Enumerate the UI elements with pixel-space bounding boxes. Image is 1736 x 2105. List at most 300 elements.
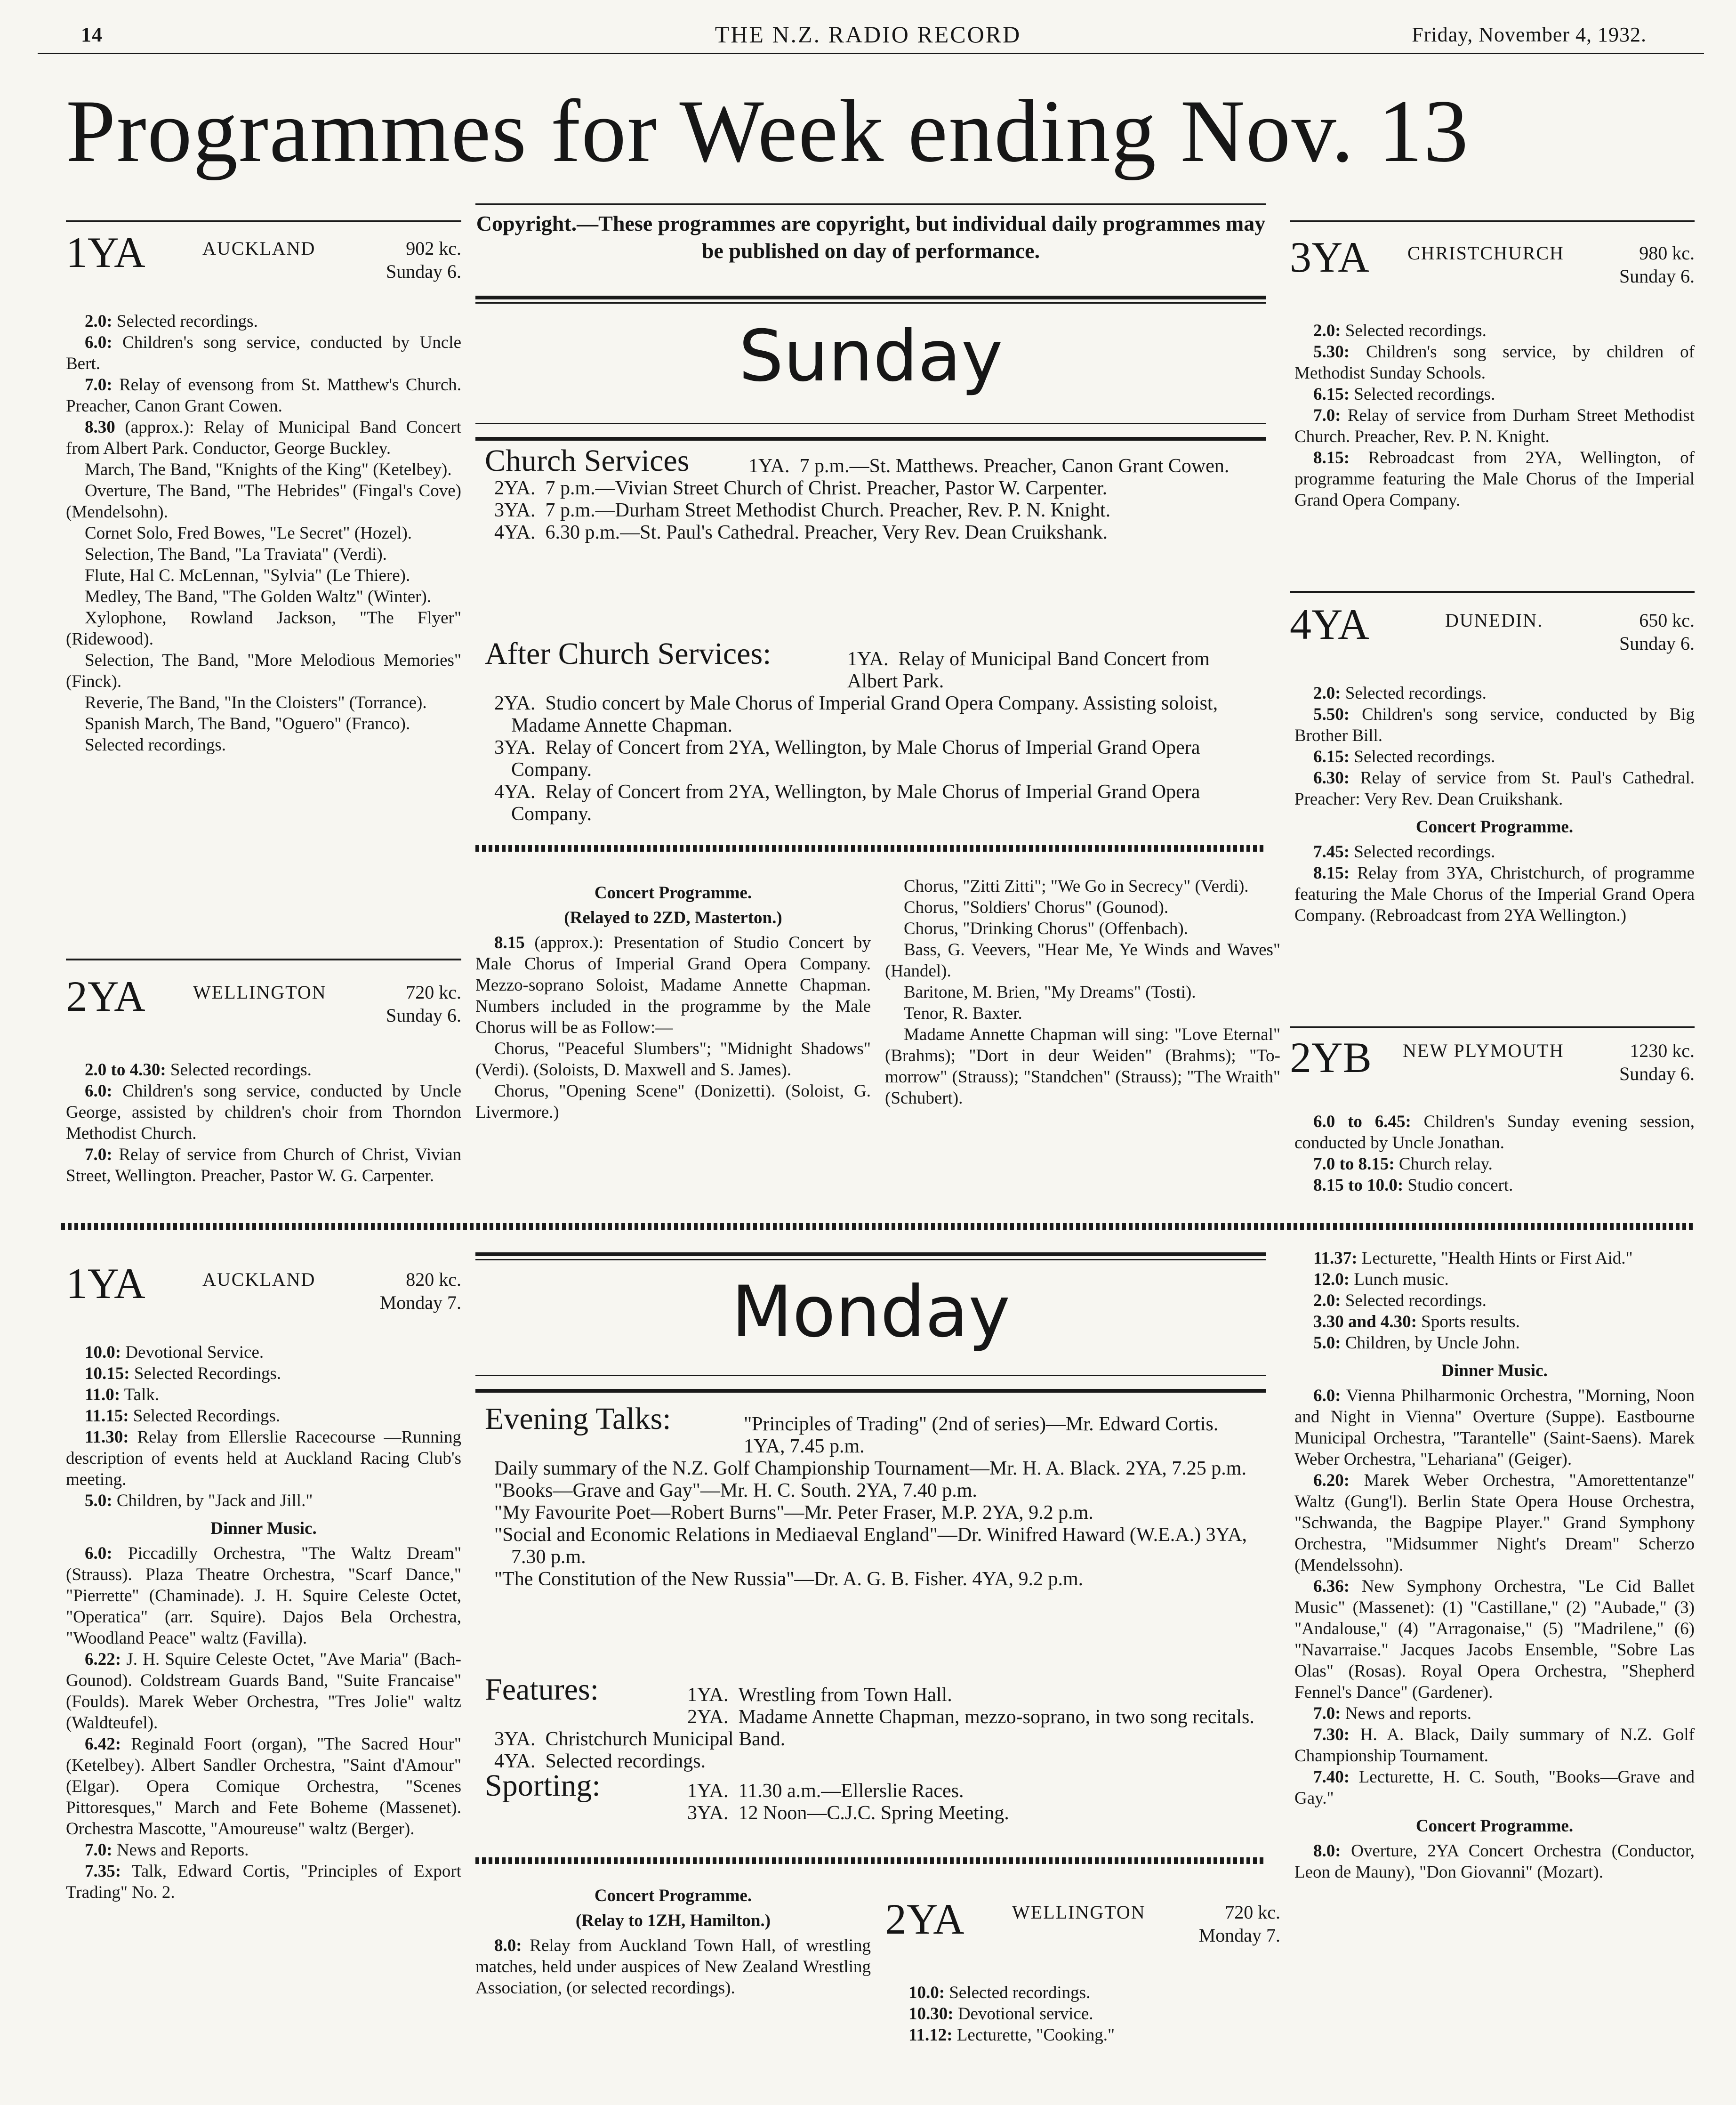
station-call: 1YA (66, 1259, 145, 1307)
service-detail: 7 p.m.—Durham Street Methodist Church. Preacher, Rev. P. N. Knight. (545, 500, 1111, 521)
entry-text: Children's Sunday evening session, conducted by Uncle Jonathan. (1294, 1112, 1695, 1153)
entry-text: (approx.): Presentation of Studio Concert by Male Chorus of Imperial Grand Opera Company. Mezzo-soprano Soloist, Madame Annette Chapman. Numbers included in the programme by the Male Chorus will be as Follow:— (475, 933, 871, 1037)
station-city: WELLINGTON (1012, 1902, 1146, 1923)
concert-items (1294, 1840, 1695, 1883)
divider (66, 220, 461, 222)
schedule-2ya-monday (890, 1982, 1280, 2046)
programme-entry (66, 1649, 461, 1734)
after-line (847, 643, 1257, 693)
entry-text: Studio concert. (1407, 1176, 1513, 1195)
schedule-3ya-sunday (1294, 320, 1695, 511)
station-call: 3YA (1290, 233, 1369, 281)
entry-time: 7.40: (1313, 1767, 1350, 1787)
entry-text: Bass, G. Veevers, "Hear Me, Ye Winds and Waves" (Handel). (885, 940, 1280, 981)
church-services-first (485, 444, 1257, 478)
sporting-lines (687, 1774, 1257, 1824)
programme-entry (66, 586, 461, 607)
entry-time: 6.0: (1313, 1386, 1341, 1405)
entry-text: Lecturette, "Health Hints or First Aid." (1361, 1249, 1633, 1268)
programme-entry (1294, 1175, 1695, 1196)
broadcast-day: Sunday 6. (386, 260, 461, 282)
evening-talks-label: Evening Talks: (485, 1402, 671, 1436)
programme-entry (890, 2024, 1280, 2046)
station-header-4ya-sunday (1290, 600, 1695, 673)
feature-line (485, 1728, 1257, 1750)
programme-entry (66, 1342, 461, 1363)
entry-time: 7.0: (85, 1145, 113, 1164)
programme-entry (66, 1405, 461, 1427)
broadcast-day: Sunday 6. (1619, 632, 1695, 654)
entry-text: Children's song service, conducted by Uncle George, assisted by children's choir from Thorndon Methodist Church. (66, 1081, 461, 1143)
station-header-2ya-monday (885, 1897, 1280, 1963)
church-services (485, 444, 1257, 544)
divider (475, 203, 1266, 205)
feature-detail: Wrestling from Town Hall. (738, 1684, 952, 1706)
entry-time: 7.0: (85, 375, 113, 395)
entry-text: Chorus, "Zitti Zitti"; "We Go in Secrecy" (Verdi). (904, 877, 1249, 896)
programme-entry (66, 544, 461, 565)
divider (475, 302, 1266, 304)
entry-text: Relay from Ellerslie Racecourse —Running description of events held at Auckland Racing Club's meeting. (66, 1428, 461, 1489)
entry-time: 5.0: (85, 1491, 113, 1510)
service-detail: 6.30 p.m.—St. Paul's Cathedral. Preacher, Very Rev. Dean Cruikshank. (545, 522, 1108, 543)
programme-entry (66, 1543, 461, 1649)
entry-text: Reverie, The Band, "In the Cloisters" (Torrance). (85, 693, 427, 712)
station-city: AUCKLAND (202, 238, 316, 259)
talk-line: "The Constitution of the New Russia"—Dr. A. G. B. Fisher. 4YA, 9.2 p.m. (494, 1568, 1084, 1590)
concert-subtitle: (Relayed to 2ZD, Masterton.) (564, 908, 782, 927)
programme-entry (1294, 405, 1695, 447)
section-divider (61, 1223, 1695, 1230)
entry-time: 6.30: (1313, 768, 1350, 788)
evening-talks (485, 1402, 1257, 1590)
entry-text: Xylophone, Rowland Jackson, "The Flyer" (Ridewood). (66, 608, 461, 649)
divider (1290, 1026, 1695, 1028)
entry-text: Selected recordings. (1354, 747, 1495, 766)
entry-time: 7.30: (1313, 1725, 1350, 1744)
schedule-2yb-sunday (1294, 1111, 1695, 1196)
programme-entry (66, 1427, 461, 1490)
entry-text: H. A. Black, Daily summary of N.Z. Golf Championship Tournament. (1294, 1725, 1695, 1766)
programme-entry (475, 1081, 871, 1123)
entry-time: 10.30: (908, 2004, 954, 2024)
station-call: 2YB (1290, 1033, 1372, 1081)
divider (475, 1389, 1266, 1393)
entry-time: 3.30 and 4.30: (1313, 1312, 1417, 1331)
entry-time: 8.15 to 10.0: (1313, 1176, 1404, 1195)
programme-entry (475, 932, 871, 1038)
programme-entry (66, 480, 461, 523)
dinner-items (1294, 1385, 1695, 1809)
station-header-1ya-monday (66, 1259, 461, 1332)
entry-time: 6.42: (85, 1734, 121, 1754)
station-city: CHRISTCHURCH (1407, 242, 1564, 264)
page-number: 14 (81, 23, 103, 46)
sporting-label: Sporting: (485, 1768, 601, 1803)
programme-entry (66, 1861, 461, 1903)
entry-text: Children's song service, conducted by Uncle Bert. (66, 333, 461, 373)
programme-entry (885, 918, 1280, 939)
station-code: 2YA. (687, 1706, 729, 1728)
entry-time: 6.22: (85, 1650, 121, 1669)
programme-entry (66, 565, 461, 586)
entry-text: Chorus, "Drinking Chorus" (Offenbach). (904, 919, 1188, 938)
talks-first (485, 1402, 1257, 1458)
entry-text: Cornet Solo, Fred Bowes, "Le Secret" (Hozel). (85, 524, 412, 543)
entry-time: 11.0: (85, 1385, 121, 1404)
programme-entry (66, 1734, 461, 1839)
entry-text: March, The Band, "Knights of the King" (Ketelbey). (85, 460, 452, 479)
entry-time: 8.15: (1313, 863, 1350, 883)
entry-text: Children's song service, by children of Methodist Sunday Schools. (1294, 342, 1695, 383)
station-code: 2YA. (494, 477, 536, 499)
programme-entry (66, 1839, 461, 1861)
entry-text: Selected recordings. (85, 735, 226, 755)
entry-time: 11.15: (85, 1406, 129, 1426)
programme-entry (475, 1935, 871, 1999)
entry-time: 6.15: (1313, 385, 1350, 404)
church-line (485, 477, 1257, 500)
copyright-notice: Copyright.—These programmes are copyright, but individual daily programmes may be published on day of performance. (476, 211, 1266, 263)
schedule-1ya-monday (66, 1342, 461, 1903)
talk-line: Daily summary of the N.Z. Golf Championship Tournament—Mr. H. A. Black. 2YA, 7.25 p.m. (494, 1458, 1246, 1479)
station-info (1619, 242, 1695, 288)
entry-text: Flute, Hal C. McLennan, "Sylvia" (Le Thiere). (85, 566, 410, 585)
church-line (485, 500, 1257, 522)
broadcast-day: Sunday 6. (386, 1004, 461, 1026)
programme-entry (1294, 341, 1695, 384)
entry-text: New Symphony Orchestra, "Le Cid Ballet Music" (Massenet): (1) "Castillane," (2) "Aubade," (3) "Andalouse," (4) "Arragonaise," (5) "Madrilene," (6) "Navarraise." Jacques Jacobs Ensemble, "Sobre Las Olas" (Rosas). Royal Opera Orchestra, "Shepherd Fennel's Dance" (Gardener). (1294, 1577, 1695, 1702)
station-code: 2YA. (494, 693, 536, 714)
broadcast-day: Sunday 6. (1619, 265, 1695, 287)
sporting-first (485, 1768, 1257, 1824)
talk-line: "Social and Economic Relations in Mediaeval England"—Dr. Winifred Haward (W.E.A.) 3YA, 7.30 p.m. (494, 1524, 1247, 1568)
programme-entry (1294, 1724, 1695, 1766)
station-code: 3YA. (494, 500, 536, 521)
entry-time: 8.15: (1313, 448, 1350, 468)
programme-entry (890, 2003, 1280, 2024)
programme-entry (66, 523, 461, 544)
dinner-title: Dinner Music. (210, 1519, 317, 1538)
schedule-4ya-sunday (1294, 683, 1695, 926)
entry-text: Relay of evensong from St. Matthew's Church. Preacher, Canon Grant Cowen. (66, 375, 461, 416)
entry-time: 8.0: (494, 1936, 522, 1955)
feature-line (485, 1706, 1257, 1728)
programme-entry (1294, 841, 1695, 863)
service-detail: Relay of Concert from 2YA, Wellington, by Male Chorus of Imperial Grand Opera Company. (511, 781, 1200, 825)
after-line (485, 781, 1257, 825)
station-call: 2YA (66, 972, 145, 1020)
programme-entry (1294, 384, 1695, 405)
dash-divider (475, 1857, 1266, 1864)
entry-text: Chorus, "Peaceful Slumbers"; "Midnight Shadows" (Verdi). (Soloists, D. Maxwell and S. James). (475, 1039, 871, 1080)
entry-text: Selection, The Band, "La Traviata" (Verdi). (85, 545, 387, 564)
programme-entry (66, 1384, 461, 1405)
entry-time: 2.0 to 4.30: (85, 1060, 166, 1080)
day-heading-monday: Monday (731, 1271, 1011, 1353)
programme-entry (885, 1003, 1280, 1024)
church-line (748, 450, 1257, 477)
entry-time: 7.45: (1313, 842, 1350, 862)
entry-text: Selected Recordings. (134, 1364, 281, 1383)
station-code: 3YA. (687, 1802, 729, 1824)
entry-time: 10.0: (908, 1983, 945, 2002)
feature-detail: Selected recordings. (545, 1750, 706, 1772)
day-heading-sunday: Sunday (739, 315, 1003, 397)
entry-text: Relay of service from St. Paul's Cathedral. Preacher: Very Rev. Dean Cruikshank. (1294, 768, 1695, 809)
divider (475, 1375, 1266, 1376)
station-code: 4YA. (494, 522, 536, 543)
feature-detail: Madame Annette Chapman, mezzo-soprano, in two song recitals. (738, 1706, 1254, 1728)
entry-text: Chorus, "Opening Scene" (Donizetti). (Soloist, G. Livermore.) (475, 1081, 871, 1122)
programme-entry (66, 311, 461, 332)
after-church-label: After Church Services: (485, 637, 772, 671)
entry-text: Relay of service from Church of Christ, Vivian Street, Wellington. Preacher, Pastor W. G. Carpenter. (66, 1145, 462, 1186)
programme-entry (66, 607, 461, 650)
entry-text: Church relay. (1398, 1154, 1493, 1174)
programme-entry (66, 650, 461, 692)
feature-line (687, 1678, 1257, 1706)
entry-text: Relay of service from Durham Street Methodist Church. Preacher, Rev. P. N. Knight. (1294, 406, 1695, 446)
entry-text: Selected Recordings. (133, 1406, 281, 1426)
station-header-2yb-sunday (1290, 1033, 1695, 1102)
issue-date: Friday, November 4, 1932. (1412, 23, 1647, 46)
programme-entry (66, 1490, 461, 1511)
entry-time: 10.15: (85, 1364, 130, 1383)
dinner-title: Dinner Music. (1441, 1361, 1548, 1380)
frequency: 720 kc. (1225, 1902, 1280, 1923)
entry-time: 8.15 (494, 933, 525, 952)
station-city: WELLINGTON (193, 982, 327, 1003)
programme-entry (1294, 767, 1695, 810)
station-call: 1YA (66, 228, 145, 276)
entry-time: 6.0: (85, 1081, 113, 1101)
programme-entry (1294, 320, 1695, 341)
divider (475, 1252, 1266, 1256)
dinner-items (66, 1543, 461, 1903)
programme-entry (885, 897, 1280, 918)
entry-text: Selected recordings. (1345, 684, 1487, 703)
station-code: 4YA. (494, 781, 536, 803)
entry-time: 11.12: (908, 2025, 953, 2045)
entry-text: Piccadilly Orchestra, "The Waltz Dream" (Strauss). Plaza Theatre Orchestra, "Scarf Dance," "Pierrette" (Chaminade). J. H. Squire Celeste Octet, "Operatica" (arr. Squire). Dajos Bela Orchestra, "Woodland Peace" waltz (Favilla). (66, 1544, 461, 1648)
entry-text: Selected recordings. (949, 1983, 1091, 2002)
entry-text: Baritone, M. Brien, "My Dreams" (Tosti). (904, 983, 1196, 1002)
programme-entry (66, 1081, 461, 1144)
entry-text: Selected recordings. (1354, 385, 1495, 404)
divider (475, 437, 1266, 441)
concert-title: Concert Programme. (594, 1886, 752, 1905)
service-detail: Studio concert by Male Chorus of Imperial Grand Opera Company. Assisting soloist, Madame Annette Chapman. (511, 693, 1218, 736)
after-church-services (485, 637, 1257, 825)
entry-text: Selection, The Band, "More Melodious Memories" (Finck). (66, 651, 461, 691)
sporting-line (687, 1802, 1257, 1824)
entry-text: Selected recordings. (170, 1060, 312, 1080)
programme-entry (66, 459, 461, 480)
divider (475, 1259, 1266, 1260)
entry-text: (approx.): Relay of Municipal Band Concert from Albert Park. Conductor, George Buckley. (66, 418, 461, 458)
entry-text: Medley, The Band, "The Golden Waltz" (Winter). (85, 587, 432, 606)
programme-entry (885, 1024, 1280, 1109)
entry-text: Overture, The Band, "The Hebrides" (Fingal's Cove) (Mendelsohn). (66, 481, 461, 522)
entry-text: Chorus, "Soldiers' Chorus" (Gounod). (904, 898, 1169, 917)
after-line (485, 693, 1257, 737)
divider (475, 423, 1266, 424)
entry-time: 11.30: (85, 1428, 129, 1447)
divider (475, 296, 1266, 299)
schedule-2ya-monday-cont (1294, 1248, 1695, 1883)
broadcast-day: Monday 7. (1198, 1924, 1280, 1946)
station-city: AUCKLAND (202, 1269, 316, 1290)
frequency: 650 kc. (1639, 610, 1695, 631)
concert-title: Concert Programme. (1415, 817, 1574, 837)
station-code: 1YA. (847, 648, 889, 670)
entry-text: Devotional service. (957, 2004, 1093, 2024)
sporting-detail: 12 Noon—C.J.C. Spring Meeting. (738, 1802, 1009, 1824)
dash-divider (475, 845, 1266, 852)
entry-text: Children, by "Jack and Jill." (116, 1491, 313, 1510)
concert-items (1294, 841, 1695, 926)
programme-entry (1294, 746, 1695, 767)
station-code: 1YA. (748, 455, 790, 477)
page-title: Programmes for Week ending Nov. 13 (66, 82, 1470, 181)
entry-text: Lunch music. (1354, 1270, 1449, 1289)
entry-time: 2.0: (1313, 1291, 1341, 1310)
frequency: 980 kc. (1639, 242, 1695, 264)
programme-entry (1294, 1766, 1695, 1809)
programme-entry (66, 417, 461, 459)
entry-time: 11.37: (1313, 1249, 1358, 1268)
sporting-detail: 11.30 a.m.—Ellerslie Races. (738, 1780, 964, 1802)
station-header-3ya-sunday (1290, 235, 1695, 306)
service-detail: Relay of Concert from 2YA, Wellington, by Male Chorus of Imperial Grand Opera Company. (511, 737, 1200, 781)
entry-time: 5.0: (1313, 1333, 1341, 1353)
station-info (1619, 1040, 1695, 1086)
monday-concert (475, 1879, 871, 1999)
divider (66, 959, 461, 960)
programme-entry (66, 374, 461, 417)
programme-entry (1294, 1248, 1695, 1269)
entry-text: Children, by Uncle John. (1345, 1333, 1520, 1353)
concert-title: Concert Programme. (594, 883, 752, 903)
talk-line: "Principles of Trading" (2nd of series)—Mr. Edward Cortis. 1YA, 7.45 p.m. (744, 1413, 1219, 1457)
entry-text: Madame Annette Chapman will sing: "Love Eternal" (Brahms); "Dort in deur Weiden" (Brahms); "To-morrow" (Strauss); "Standchen" (Strauss); "The Wraith" (Schubert). (885, 1025, 1280, 1108)
features (485, 1672, 1257, 1824)
programme-entry (475, 1038, 871, 1081)
station-call: 2YA (885, 1895, 964, 1943)
station-info (386, 237, 461, 283)
station-header-2ya-sunday (66, 972, 461, 1045)
concert-subtitle: (Relay to 1ZH, Hamilton.) (575, 1911, 771, 1930)
entry-text: Overture, 2YA Concert Orchestra (Conductor, Leon de Mauny), "Don Giovanni" (Mozart). (1294, 1841, 1695, 1882)
programme-entry (1294, 704, 1695, 746)
entry-text: News and reports. (1345, 1704, 1472, 1723)
features-label: Features: (485, 1672, 599, 1707)
entry-text: Talk. (124, 1385, 160, 1404)
programme-entry (1294, 1385, 1695, 1470)
station-info (380, 1268, 461, 1315)
entry-time: 7.35: (85, 1862, 121, 1881)
entry-text: Spanish March, The Band, "Oguero" (Franco). (85, 714, 410, 734)
frequency: 1230 kc. (1630, 1040, 1695, 1061)
station-city: DUNEDIN. (1445, 610, 1543, 631)
entry-text: Vienna Philharmonic Orchestra, "Morning, Noon and Night in Vienna" Overture (Suppe). Eastbourne Municipal Orchestra, "Tarantelle" (Saint-Saens). Marek Weber Orchestra, "Lehariana" (Geiger). (1294, 1386, 1695, 1469)
programme-entry (885, 982, 1280, 1003)
programme-entry (1294, 1111, 1695, 1153)
programme-entry (890, 1982, 1280, 2003)
entry-text: Reginald Foort (organ), "The Sacred Hour" (Ketelbey). Albert Sandler Orchestra, "Saint d'Amour" (Elgar). Opera Comique Orchestra, "Scenes Pittoresques," March and Fete Boheme (Massenet). Orchestra Mascotte, "Amoureuse" waltz (Berger). (66, 1734, 462, 1839)
broadcast-day: Sunday 6. (1619, 1063, 1695, 1084)
talk-line: "Books—Grave and Gay"—Mr. H. C. South. 2YA, 7.40 p.m. (494, 1480, 977, 1501)
frequency: 820 kc. (406, 1269, 461, 1290)
station-info (1199, 1901, 1280, 1947)
entry-time: 7.0: (1313, 406, 1341, 425)
entry-text: Lecturette, "Cooking." (956, 2025, 1115, 2045)
programme-entry (885, 939, 1280, 982)
entry-time: 2.0: (1313, 321, 1341, 340)
entry-text: Talk, Edward Cortis, "Principles of Export Trading" No. 2. (66, 1862, 461, 1902)
schedule-items (66, 1342, 461, 1511)
entry-text: J. H. Squire Celeste Octet, "Ave Maria" (Bach-Gounod). Coldstream Guards Band, "Suite Francaise" (Foulds). Marek Weber Orchestra, "Tres Jolie" waltz (Waldteufel). (66, 1650, 461, 1733)
entry-text: Children's song service, conducted by Big Brother Bill. (1294, 705, 1695, 745)
entry-time: 8.0: (1313, 1841, 1341, 1861)
church-services-label: Church Services (485, 444, 690, 478)
talk-line: "My Favourite Poet—Robert Burns"—Mr. Peter Fraser, M.P. 2YA, 9.2 p.m. (494, 1502, 1093, 1524)
frequency: 902 kc. (406, 238, 461, 259)
programme-entry (66, 692, 461, 713)
entry-text: Selected recordings. (116, 312, 258, 331)
entry-time: 6.36: (1313, 1577, 1350, 1596)
programme-entry (1294, 1290, 1695, 1311)
programme-entry (1294, 447, 1695, 511)
programme-entry (1294, 683, 1695, 704)
sunday-concert-left (475, 876, 871, 1123)
service-detail: Relay of Municipal Band Concert from Albert Park. (847, 648, 1210, 692)
station-code: 1YA. (687, 1684, 729, 1706)
divider (1290, 220, 1695, 222)
entry-time: 5.30: (1313, 342, 1350, 362)
programme-entry (66, 713, 461, 734)
entry-time: 5.50: (1313, 705, 1350, 724)
entry-text: Selected recordings. (1345, 1291, 1487, 1310)
masthead: THE N.Z. RADIO RECORD (715, 21, 1021, 48)
header-rule (38, 53, 1704, 54)
sunday-concert-right (885, 876, 1280, 1109)
programme-entry (66, 332, 461, 374)
programme-entry (1294, 1703, 1695, 1724)
entry-text: News and Reports. (116, 1840, 249, 1860)
divider (1290, 591, 1695, 593)
concert-items (475, 1935, 871, 1999)
programme-entry (66, 1144, 461, 1186)
station-info (1619, 609, 1695, 655)
programme-entry (66, 1059, 461, 1081)
after-line (485, 737, 1257, 781)
entry-time: 6.0 to 6.45: (1313, 1112, 1411, 1131)
entry-text: Rebroadcast from 2YA, Wellington, of programme featuring the Male Chorus of the Imperial Grand Opera Company. (1294, 448, 1695, 510)
broadcast-day: Monday 7. (379, 1291, 461, 1313)
schedule-2ya-sunday (66, 1059, 461, 1186)
programme-entry (1294, 1153, 1695, 1175)
entry-time: 2.0: (85, 312, 113, 331)
entry-text: Lecturette, H. C. South, "Books—Grave and Gay." (1294, 1767, 1695, 1808)
entry-time: 6.0: (85, 333, 113, 352)
church-line (485, 522, 1257, 544)
entry-text: Devotional Service. (125, 1343, 264, 1362)
programme-entry (1294, 1840, 1695, 1883)
programme-entry (66, 1363, 461, 1384)
schedule-1ya-sunday (66, 311, 461, 756)
